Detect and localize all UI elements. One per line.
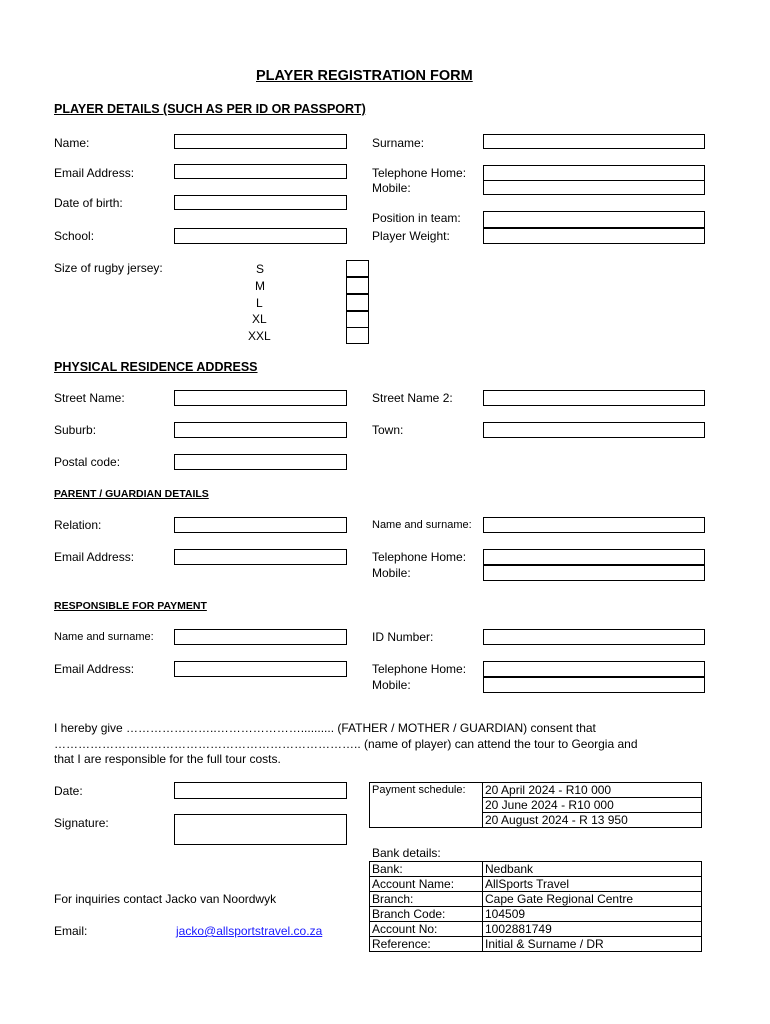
account-name-label: Account Name: [370,877,483,892]
email-contact-label: Email: [54,924,88,938]
jersey-size-label: Size of rugby jersey: [54,261,163,275]
suburb-field[interactable] [174,422,347,438]
payment-schedule-item: 20 August 2024 - R 13 950 [483,813,702,828]
guardian-mobile-field[interactable] [483,565,705,581]
signature-field[interactable] [174,814,347,845]
guardian-email-label: Email Address: [54,550,135,564]
payer-name-field[interactable] [174,629,347,645]
reference-label: Reference: [370,937,483,952]
branch-code-value: 104509 [483,907,702,922]
dob-label: Date of birth: [54,196,123,210]
payer-name-label: Name and surname: [54,631,154,643]
jersey-size-s: S [256,262,265,276]
payment-schedule-item: 20 April 2024 - R10 000 [483,783,702,798]
guardian-telephone-field[interactable] [483,549,705,565]
telephone-home-label: Telephone Home: [372,166,467,180]
postal-field[interactable] [174,454,347,470]
telephone-home-field[interactable] [483,165,705,181]
mobile-field[interactable] [483,180,705,195]
page-title: PLAYER REGISTRATION FORM [256,68,473,84]
guardian-email-field[interactable] [174,549,347,565]
date-field[interactable] [174,782,347,799]
payment-schedule-table [369,782,702,828]
email-field[interactable] [174,164,347,179]
contact-email-link[interactable]: jacko@allsportstravel.co.za [176,924,323,938]
payer-telephone-label: Telephone Home: [372,662,467,676]
reference-value: Initial & Surname / DR [483,937,702,952]
weight-field[interactable] [483,228,705,244]
jersey-size-m: M [255,279,265,293]
guardian-name-label: Name and surname: [372,519,472,531]
email-label: Email Address: [54,166,135,180]
bank-value: Nedbank [483,862,702,877]
account-name-value: AllSports Travel [483,877,702,892]
payer-mobile-label: Mobile: [372,678,411,692]
school-label: School: [54,229,95,243]
bank-details-table [369,861,702,952]
dob-field[interactable] [174,195,347,210]
jersey-size-l: L [256,296,263,310]
payment-resp-heading: RESPONSIBLE FOR PAYMENT [54,600,207,612]
id-number-label: ID Number: [372,630,434,644]
id-number-field[interactable] [483,629,705,645]
account-no-value: 1002881749 [483,922,702,937]
branch-label: Branch: [370,892,483,907]
street-field[interactable] [174,390,347,406]
guardian-telephone-label: Telephone Home: [372,550,467,564]
payer-mobile-field[interactable] [483,677,705,693]
jersey-checkbox-l[interactable] [346,294,369,311]
guardian-name-field[interactable] [483,517,705,533]
street2-field[interactable] [483,390,705,406]
payer-email-label: Email Address: [54,662,135,676]
surname-label: Surname: [372,136,425,150]
suburb-label: Suburb: [54,423,97,437]
branch-code-label: Branch Code: [370,907,483,922]
street-label: Street Name: [54,391,125,405]
guardian-mobile-label: Mobile: [372,566,411,580]
relation-field[interactable] [174,517,347,533]
inquiries-text: For inquiries contact Jacko van Noordwyk [54,892,277,906]
guardian-heading: PARENT / GUARDIAN DETAILS [54,488,209,500]
account-no-label: Account No: [370,922,483,937]
town-field[interactable] [483,422,705,438]
mobile-label: Mobile: [372,181,411,195]
jersey-size-xxl: XXL [248,329,271,343]
date-label: Date: [54,784,83,798]
postal-label: Postal code: [54,455,121,469]
jersey-checkbox-xl[interactable] [346,311,369,328]
position-field[interactable] [483,211,705,228]
bank-label: Bank: [370,862,483,877]
position-label: Position in team: [372,211,461,225]
signature-label: Signature: [54,816,109,830]
branch-value: Cape Gate Regional Centre [483,892,702,907]
jersey-checkbox-s[interactable] [346,260,369,277]
player-details-heading: PLAYER DETAILS (SUCH AS PER ID OR PASSPORT) [54,102,366,116]
consent-line-1: I hereby give …………………..………………….......... (FATHER / MOTHER / GUARDIAN) consent that [54,721,596,735]
school-field[interactable] [174,228,347,244]
payment-schedule-label: Payment schedule: [370,783,483,828]
town-label: Town: [372,423,404,437]
payer-telephone-field[interactable] [483,661,705,677]
residence-heading: PHYSICAL RESIDENCE ADDRESS [54,360,258,374]
jersey-checkbox-m[interactable] [346,277,369,294]
bank-details-heading: Bank details: [372,846,441,860]
consent-paragraph [54,721,704,768]
payer-email-field[interactable] [174,661,347,677]
jersey-checkbox-xxl[interactable] [346,327,369,344]
surname-field[interactable] [483,134,705,149]
relation-label: Relation: [54,518,102,532]
payment-schedule-item: 20 June 2024 - R10 000 [483,798,702,813]
name-field[interactable] [174,134,347,149]
street2-label: Street Name 2: [372,391,453,405]
jersey-size-xl: XL [252,312,267,326]
consent-line-3: that I are responsible for the full tour costs. [54,752,281,767]
consent-line-2: ………………………………………………………………….. (name of player) can attend the tour to Georgia and [54,736,638,751]
weight-label: Player Weight: [372,229,450,243]
name-label: Name: [54,136,90,150]
